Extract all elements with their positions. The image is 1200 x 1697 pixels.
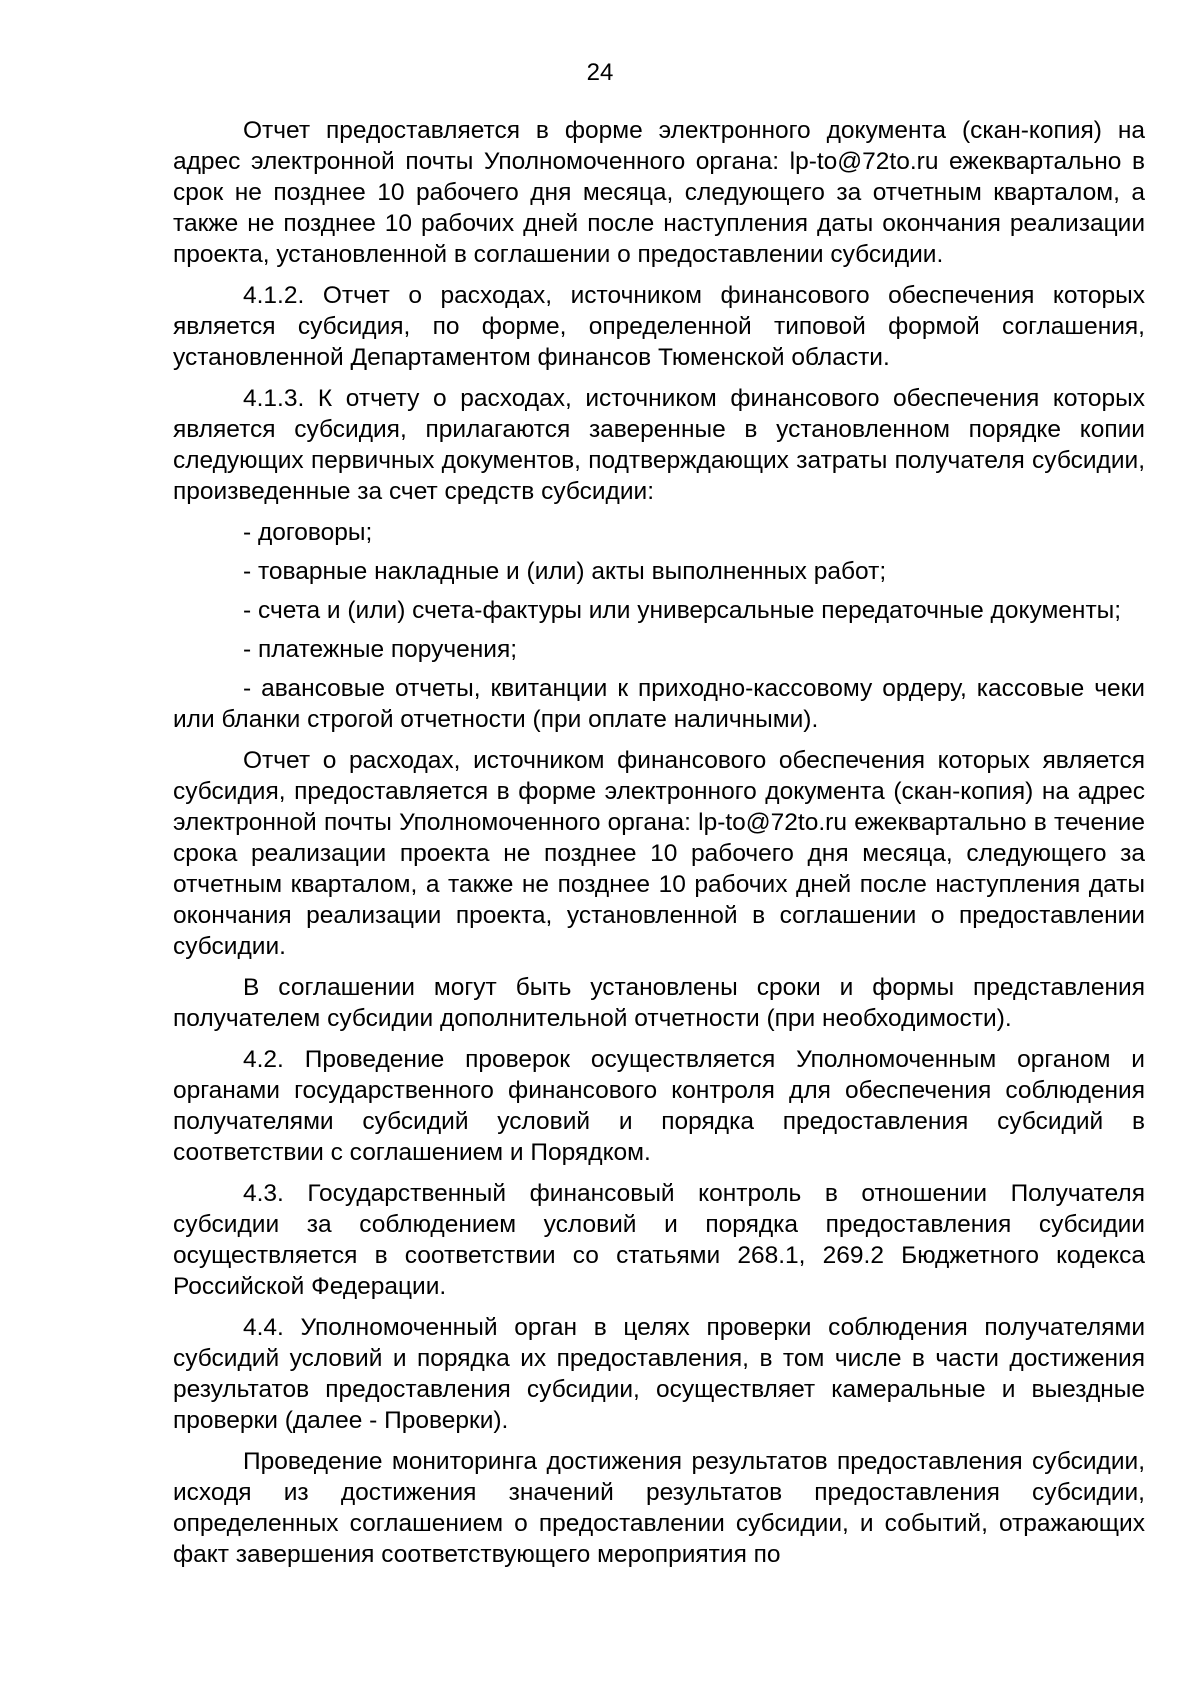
paragraph-expense-report-submission: Отчет о расходах, источником финансового обеспечения которых является субсидия, предоставляется в форме электронного документа (скан-копия) на адрес электронной почты Уполномоченного органа: lp-to@72to.ru ежеквартально в течение срока реализации проекта не позднее 10 рабочего дня месяца, следующего за отчетным кварталом, а также не позднее 10 рабочих дней после наступления даты окончания реализации проекта, установленной в соглашении о предоставлении субсидии.	[173, 747, 1145, 960]
list-item-invoices: - счета и (или) счета-фактуры или универсальные передаточные документы;	[243, 597, 1122, 624]
list-item-contracts: - договоры;	[243, 519, 373, 546]
list-item-waybills: - товарные накладные и (или) акты выполненных работ;	[243, 558, 887, 585]
paragraph-report-submission: Отчет предоставляется в форме электронного документа (скан-копия) на адрес электронной почты Уполномоченного органа: lp-to@72to.ru ежеквартально в срок не позднее 10 рабочего дня месяца, следующего за отчетным кварталом, а также не позднее 10 рабочих дней после наступления даты окончания реализации проекта, установленной в соглашении о предоставлении субсидии.	[173, 117, 1145, 268]
page-number: 24	[586, 59, 614, 86]
paragraph-monitoring: Проведение мониторинга достижения результатов предоставления субсидии, исходя из достижения значений результатов предоставления субсидии, определенных соглашением о предоставлении субсидии, и событий, отражающих факт завершения соответствующего мероприятия по	[173, 1448, 1145, 1568]
paragraph-4-4: 4.4. Уполномоченный орган в целях проверки соблюдения получателями субсидий условий и порядка их предоставления, в том числе в части достижения результатов предоставления субсидии, осуществляет камеральные и выездные проверки (далее - Проверки).	[173, 1314, 1145, 1434]
list-item-payment-orders: - платежные поручения;	[243, 636, 518, 663]
document-body	[173, 115, 1145, 1580]
paragraph-4-1-2: 4.1.2. Отчет о расходах, источником финансового обеспечения которых является субсидия, по форме, определенной типовой формой соглашения, установленной Департаментом финансов Тюменской области.	[173, 282, 1145, 371]
paragraph-4-2: 4.2. Проведение проверок осуществляется Уполномоченным органом и органами государственного финансового контроля для обеспечения соблюдения получателями субсидий условий и порядка предоставления субсидий в соответствии с соглашением и Порядком.	[173, 1046, 1145, 1166]
list-item-advance-reports: - авансовые отчеты, квитанции к приходно-кассовому ордеру, кассовые чеки или бланки строгой отчетности (при оплате наличными).	[173, 675, 1145, 733]
paragraph-4-3: 4.3. Государственный финансовый контроль в отношении Получателя субсидии за соблюдением условий и порядка предоставления субсидии осуществляется в соответствии со статьями 268.1, 269.2 Бюджетного кодекса Российской Федерации.	[173, 1180, 1145, 1300]
paragraph-4-1-3: 4.1.3. К отчету о расходах, источником финансового обеспечения которых является субсидия, прилагаются заверенные в установленном порядке копии следующих первичных документов, подтверждающих затраты получателя субсидии, произведенные за счет средств субсидии:	[173, 385, 1145, 505]
paragraph-additional-reporting: В соглашении могут быть установлены сроки и формы представления получателем субсидии дополнительной отчетности (при необходимости).	[173, 974, 1145, 1032]
